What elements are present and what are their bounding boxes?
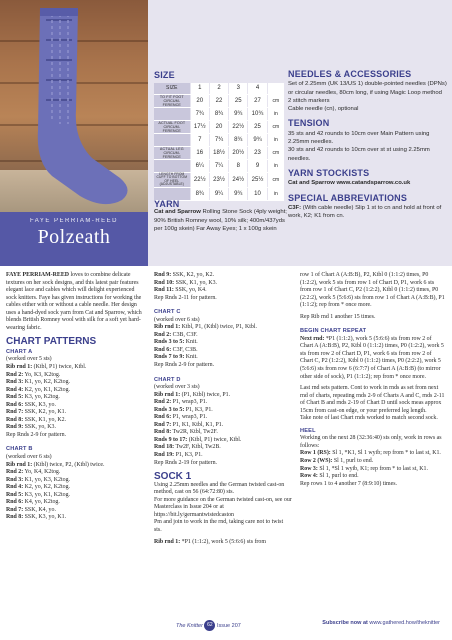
magazine-footer: The Knitter 62 Issue 207 (176, 620, 241, 631)
tension-heading: TENSION (288, 118, 330, 129)
instruction-line: Rep Rnds 2-19 for pattern. (154, 459, 217, 466)
instruction-line: Row 4: Sl 1, purl to end. (300, 473, 359, 480)
instruction-line: Rnd 19: P1, K3, P1. (154, 452, 203, 459)
instruction-line: Rnd 7: P1, K1, Ktbl, K1, P1. (154, 421, 224, 428)
instruction-line: Rib rnd 1: (P1, Ktbl) twice, P1. (154, 391, 231, 398)
instruction-line: Rep Rnds 2-9 for pattern. (6, 431, 67, 438)
subscribe-link[interactable]: www.gathered.how/theknitter (367, 620, 440, 626)
instruction-line: Rnd 8: SSK, K1, yo, K2. (6, 416, 67, 423)
table-row: ACTUAL FOOT CIRCUM-FERENCE 17½ 20 22½ 25 cm (154, 120, 284, 133)
next-round-instructions: Next rnd: *P1 (1:1:2), work 5 (5:6:6) sts from row 2 of Chart A (A:B:B), P2, Ktbl 0 (1:1:2) times, P0 (1:2:2), work 5 sts from row 2 of Chart D, P1, work 6 sts from row 2 of Chart C, P2 (1:2:2), Ktbl 0 (1:1:2) times, P0 (2:2:2), work 5 (5:6:6) sts from row 6 (6:7:7) of Chart A (A:B:B) (to mirror other side of sock), P1 (1:1:2); rep from * once more. (300, 335, 444, 380)
instruction-line: (worked over 5 sts) (6, 356, 52, 363)
instruction-line: Rnd 11: SSK, yo, K4. (154, 287, 207, 294)
yarn-section (154, 200, 288, 233)
abbreviations-heading: SPECIAL ABBREVIATIONS (288, 192, 408, 203)
chart-b-lines (6, 454, 146, 522)
instruction-line: Rnd 3: K1, yo, K2, K2tog. (6, 379, 70, 386)
pattern-name: Polzeath (37, 226, 111, 248)
instruction-line: Rep rows 1 to 4 another 7 (8:9:10) times. (300, 480, 398, 487)
instruction-line: Rnd 2: C3B, C3F. (154, 331, 198, 338)
instruction-line: Rnd 5: K3, yo, K1, K2tog. (6, 491, 70, 498)
sock1-heading: SOCK 1 (154, 471, 192, 483)
table-row: 7¾ 8¾ 9¾ 10¾ in (154, 107, 284, 120)
table-row: 6¼ 7¼ 8 9 in (154, 159, 284, 172)
heel-rows (300, 450, 446, 488)
heel-heading: HEEL (300, 427, 316, 434)
instruction-line: (worked over 6 sts) (154, 316, 200, 323)
instruction-line: Rnd 4: K2, yo, K1, K2tog. (6, 386, 70, 393)
table-row: ACTUAL LEG CIRCUM-FERENCE 16 18½ 20½ 23 cm (154, 146, 284, 159)
subscribe-line: Subscribe now at www.gathered.how/theknitter (322, 620, 440, 626)
chart-a-heading: CHART A (6, 348, 33, 355)
knitted-sock-illustration (0, 0, 148, 212)
sock-photo (0, 0, 148, 212)
instruction-line: Rnd 7: SSK, K2, yo, K1. (6, 409, 67, 416)
chart-c-heading: CHART C (154, 309, 181, 316)
instruction-line: Rnd 6: P1, wrap3, P1. (154, 414, 208, 421)
size-table (154, 83, 284, 201)
instruction-line: Rib rnd 1: Ktbl, P1, (Ktbl) twice, P1, Ktbl. (154, 324, 257, 331)
instruction-line: Row 2 (WS): Sl 1, purl to end. (300, 458, 374, 465)
instruction-line: (worked over 3 sts) (154, 384, 200, 391)
instruction-line: Rnds 3 to 5: P1, K3, P1. (154, 406, 213, 413)
instruction-line: Rnd 10: SSK, K1, yo, K3. (154, 279, 218, 286)
instruction-line: Rnd 6: K4, yo, K2tog. (6, 499, 60, 506)
chart-d-lines (154, 384, 292, 467)
sock1-rib-round: Rib rnd 1: *P1 (1:1:2), work 5 (5:6:6) sts from (154, 538, 266, 545)
size-section (154, 70, 286, 201)
intro-paragraph: FAYE PERRIAM-REED loves to combine delicate textures on her sock designs, and this latest pair features elegant lace and cables which will delight experienced sock knitters. Faye has given instructions for working the cables either with or without a cable needle. Her design uses a hand-dyed sock yarn from Cat and Sparrow, which blends British Romney wool with silk for a soft yet hard-wearing fabric. (6, 272, 142, 331)
instruction-line: Rnd 9: SSK, yo, K3. (6, 424, 56, 431)
page-footer (0, 616, 452, 640)
instruction-line: Rib rnd 1: (Ktbl, P1) twice, Ktbl. (6, 364, 87, 371)
chart-d-heading: CHART D (154, 376, 181, 383)
instruction-line: Rnd 4: K2, yo, K2, K2tog. (6, 484, 70, 491)
table-row: TO FIT FOOT CIRCUM-FERENCE 20 22 25 27 cm (154, 94, 284, 107)
instruction-line: Rib rnd 1: (Ktbl) twice, P2, (Ktbl) twice. (6, 461, 105, 468)
yarn-heading: YARN (154, 199, 180, 209)
size-heading: SIZE (154, 70, 175, 80)
table-row: LENGTH FROM CUFF TO BOTTOM OF HEEL (ADJUSTABLE) 22½ 23½ 24½ 25½ cm (154, 172, 284, 187)
page-number: 62 (204, 620, 215, 631)
table-row: 8¾ 9¼ 9¾ 10 in (154, 187, 284, 200)
chart-patterns-heading: CHART PATTERNS (6, 336, 97, 348)
specs-panel (148, 0, 452, 266)
instruction-line: Rnd 18: Tw2F, Ktbl, Tw2B. (154, 444, 221, 451)
table-row: 7 7¾ 8¾ 9¾ in (154, 133, 284, 146)
column-3: row 1 of Chart A (A:B:B), P2, Ktbl 0 (1:1:2) times, P0 (1:2:2), work 5 sts from row 1 of Chart D, P1, work 6 sts from row 1 of Chart C, P2 (1:2:2), Ktbl 0 (1:1:2) times, P0 (2:2:2), work 5 (5:6:6) sts from row 1 of Chart A (A:B:B), P1 (1:1:2); rep from * once more. Rep Rib rnd 1 another 15 times. BEGIN CHART REPEAT Next rnd: *P1 (1:1:2), work 5 (5:6:6) sts from row 2 of Chart A (A:B:B), P2, Ktbl 0 (1:1:2) times, P0 (1:2:2), work 5 sts from row 2 of Chart D, P1, work 6 sts from row 2 of Chart C, P2 (1:2:2), Ktbl 0 (1:1:2) times, P0 (2:2:2), work 5 (5:6:6) sts from row 6 (6:7:7) of Chart A (A:B:B) (to mirror other side of sock), P1 (1:1:2); rep from * once more. Last rnd sets pattern. Cont to work in rnds as set from next rnd of charts, repeating rnds 2-9 of Charts A and C, rnds 2-11 of Chart B and rnds 2-19 of Chart D until sock meas approx 15cm from cast-on edge, or your preferred leg length. Take note of last Chart rnds worked to match second sock. HEEL Working on the next 28 (32:36:40) sts only, work in rows as follows: Row 1 (RS): Sl 1, *K1, Sl 1 wyib; rep from * to last st, K1. Row 2 (WS): Sl 1, purl to end. Row 3: Sl 1, *Sl 1 wyib, K1; rep from * to last st, K1. Row 4: Sl 1, purl to end. Rep rows 1 to 4 another 7 (8:9:10) times. (300, 272, 445, 487)
instruction-line: Rnd 3: K1, yo, K3, K2tog. (6, 476, 70, 483)
column-1 (6, 272, 146, 522)
instruction-line: Rnds 9 to 17: (Ktbl, P1) twice, Ktbl. (154, 436, 242, 443)
instruction-line: Rnd 9: SSK, K2, yo, K2. (154, 272, 215, 278)
designer-name: FAYE PERRIAM-REED (29, 218, 119, 224)
chart-b-continued (154, 272, 292, 302)
instruction-line: Rnd 6: SSK, K3, yo. (6, 401, 56, 408)
instruction-line: Rnd 2: P1, wrap3, P1. (154, 399, 208, 406)
chart-c-lines (154, 317, 292, 370)
instruction-line: Rnd 8: SSK, K3, yo, K1. (6, 514, 67, 521)
column-2: Rnd 9: SSK, K2, yo, K2. Rnd 10: SSK, K1, yo, K3. Rnd 11: SSK, yo, K4. Rep Rnds 2-11 for pattern. CHART C (worked over 6 sts) Rib rnd 1: Ktbl, P1, (Ktbl) twice, P1, Ktbl. Rnd 2: C3B, C3F. Rnds 3 to 5: Knit. Rnd 6: C3F, C3B. Rnds 7 to 9: Knit. Rep Rnds 2-9 for pattern. CHART D (worked over 3 sts) Rib rnd 1: (P1, Ktbl) twice, P1. Rnd 2: P1, wrap3, P1. Rnds 3 to 5: P1, K3, P1. Rnd 6: P1, wrap3, P1. Rnd 7: P1, K1, Ktbl, K1, P1. Rnd 8: Tw2R, Ktbl, Tw2F. Rnds 9 to 17: (Ktbl, P1) twice, Ktbl. Rnd 18: Tw2F, Ktbl, Tw2B. Rnd 19: P1, K3, P1. Rep Rnds 2-19 for pattern. SOCK 1 Using 2.25mm needles and the German twisted cast-on method, cast on 56 (64:72:80) sts. For more guidance on the German twisted cast-on, see our Masterclass in Issue 204 or at https://bit.ly/germantwistedcaston Pm and join to work in the rnd, taking care not to twist sts. Rib rnd 1: *P1 (1:1:2), work 5 (5:6:6) sts from (154, 272, 292, 545)
instruction-line: Rnd 2: Yo, K3, K2tog. (6, 371, 61, 378)
pattern-title-band (0, 212, 148, 266)
instruction-line: Row 1 (RS): Sl 1, *K1, Sl 1 wyib; rep from * to last st, K1. (300, 450, 441, 457)
instruction-line: Rnd 5: K3, yo, K2tog. (6, 394, 60, 401)
instruction-line: Rnd 8: Tw2R, Ktbl, Tw2F. (154, 429, 218, 436)
yarn-description: Cat and Sparrow Rolling Stone Sock (4ply weight; 90% British Romney wool, 10% silk; 400m/437yds per 100g skein) Far Away Eyes; 1 x 100g skein (154, 209, 287, 232)
stockists-text: Cat and Sparrow www.catandsparrow.co.uk (288, 180, 411, 187)
size-table-header: SIZE 1 2 3 4 (154, 83, 284, 94)
begin-chart-repeat-heading: BEGIN CHART REPEAT (300, 328, 367, 335)
instruction-line: Rnd 2: Yo, K4, K2tog. (6, 469, 61, 476)
instruction-line: Rnds 3 to 5: Knit. (154, 339, 198, 346)
chart-b-heading: CHART B (6, 446, 33, 453)
abbreviation-c3f: C3F: (With cable needle) Slip 1 st to cn and hold at front of work, K2; K1 from cn. (288, 204, 442, 220)
instruction-line: Row 3: Sl 1, *Sl 1 wyib, K1; rep from * to last st, K1. (300, 465, 428, 472)
instruction-line: Rep Rnds 2-11 for pattern. (154, 294, 217, 301)
stockists-heading: YARN STOCKISTS (288, 167, 370, 178)
instruction-line: (worked over 6 sts) (6, 454, 52, 461)
instruction-line: Rnds 7 to 9: Knit. (154, 354, 198, 361)
needles-heading: NEEDLES & ACCESSORIES (288, 69, 412, 79)
chart-a-lines (6, 356, 146, 439)
instruction-line: Rep Rnds 2-9 for pattern. (154, 362, 215, 369)
needles-section: NEEDLES & ACCESSORIES Set of 2.25mm (UK 13/US 1) double-pointed needles (DPNs) or circular needles, 80cm long, if using Magic Loop method 2 stitch markers Cable needle (cn), optional TENSION 35 sts and 42 rounds to 10cm over Main Pattern using 2.25mm needles. 30 sts and 42 rounds to 10cm over st st using 2.25mm needles. YARN STOCKISTS Cat and Sparrow www.catandsparrow.co.uk SPECIAL ABBREVIATIONS C3F: (With cable needle) Slip 1 st to cn and hold at front of work, K2; K1 from cn. (288, 69, 447, 220)
instruction-line: Rnd 6: C3F, C3B. (154, 346, 198, 353)
instruction-line: Rnd 7: SSK, K4, yo. (6, 506, 56, 513)
